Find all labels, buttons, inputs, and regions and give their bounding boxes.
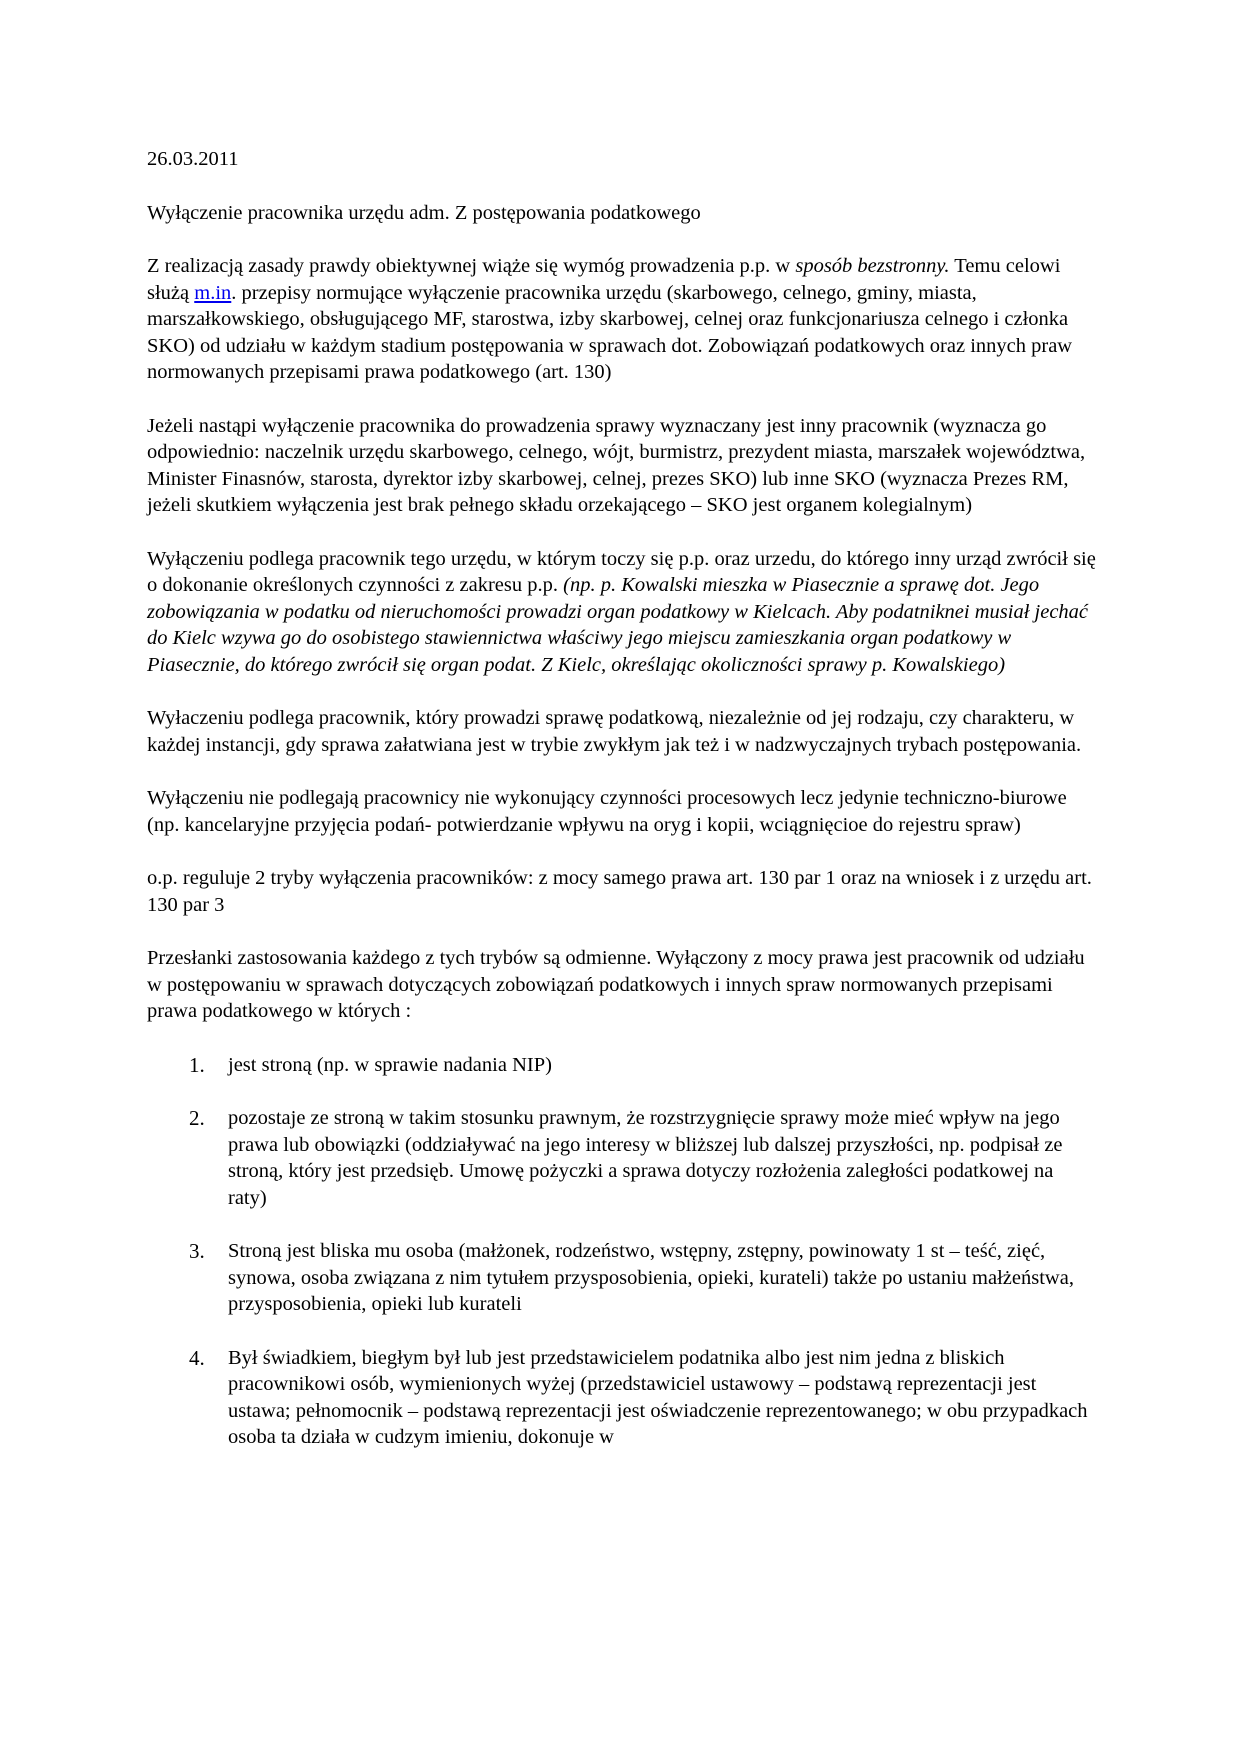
paragraph-3-example: (np. p. Kowalski mieszka w Piasecznie a sprawę dot. Jego zobowiązania w podatku od nieruchomości prowadzi organ podatkowy w Kielcach. Aby podatniknei musiał jechać do Kielc wzywa go do osobistego stawiennictwa właściwy jego miejscu zamieszkania organ podatkowy w Piasecznie, do którego zwrócił się organ podat. Z Kielc, określając okoliczności sprawy p. Kowalskiego) xyxy=(147,574,1089,676)
paragraph-1-text-a: Z realizacją zasady prawdy obiektywnej wiąże się wymóg prowadzenia p.p. w xyxy=(147,255,796,277)
document-title: Wyłączenie pracownika urzędu adm. Z postępowania podatkowego xyxy=(147,201,701,224)
paragraph-5: Wyłączeniu nie podlegają pracownicy nie wykonujący czynności procesowych lecz jedynie techniczno-biurowe (np. kancelaryjne przyjęcia podań- potwierdzanie wpływu na oryg i kopii, wciągnięcioe do rejestru spraw) xyxy=(147,787,1067,836)
list-item-text: Stroną jest bliska mu osoba (małżonek, rodzeństwo, wstępny, zstępny, powinowaty 1 st – teść, zięć, synowa, osoba związana z nim tytułem przysposobienia, opieki, kurateli) także po ustaniu małżeństwa, przysposobienia, opieki lub kurateli xyxy=(228,1240,1074,1315)
min-link[interactable]: m.in xyxy=(194,281,232,304)
list-item xyxy=(147,1238,1097,1318)
paragraph-3-text-a: Wyłączeniu podlega pracownik tego urzędu, w którym toczy się p.p. oraz urzedu, do którego inny urząd zwrócił się o dokonanie określonych czynności z zakresu p.p. xyxy=(147,547,1096,596)
list-item xyxy=(147,1105,1097,1211)
paragraph-3 xyxy=(147,546,1097,679)
paragraph-2: Jeżeli nastąpi wyłączenie pracownika do prowadzenia sprawy wyznaczany jest inny pracownik (wyznacza go odpowiednio: naczelnik urzędu skarbowego, celnego, wójt, burmistrz, prezydent miasta, marszałek województwa, Minister Finasnów, starosta, dyrektor izby skarbowej, celnej, prezes SKO) lub inne SKO (wyznacza Prezes RM, jeżeli skutkiem wyłączenia jest brak pełnego składu orzekającego – SKO jest organem kolegialnym) xyxy=(147,414,1086,516)
list-item xyxy=(147,1052,1097,1079)
paragraph-4: Wyłaczeniu podlega pracownik, który prowadzi sprawę podatkową, niezależnie od jej rodzaju, czy charakteru, w każdej instancji, gdy sprawa załatwiana jest w trybie zwykłym jak też i w nadzwyczajnych trybach postępowania. xyxy=(147,707,1082,756)
list-item-text: pozostaje ze stroną w takim stosunku prawnym, że rozstrzygnięcie sprawy może mieć wpływ na jego prawa lub obowiązki (oddziaływać na jego interesy w bliższej lub dalszej przyszłości, np. podpisał ze stroną, który jest przedsięb. Umowę pożyczki a sprawa dotyczy rozłożenia zaległości podatkowej na raty) xyxy=(228,1107,1063,1209)
paragraph-7: Przesłanki zastosowania każdego z tych trybów są odmienne. Wyłączony z mocy prawa jest pracownik od udziału w postępowaniu w sprawach dotyczących zobowiązań podatkowych i innych spraw normowanych przepisami prawa podatkowego w których : xyxy=(147,947,1085,1022)
list-item-number: 2. xyxy=(189,1106,205,1130)
list-item xyxy=(147,1345,1097,1451)
paragraph-1-text-d: . przepisy normujące wyłączenie pracownika urzędu (skarbowego, celnego, gminy, miasta, marszałkowskiego, obsługującego MF, starostwa, izby skarbowej, celnej oraz funkcjonariusza celnego i członka SKO) od udziału w każdym stadium postępowania w sprawach dot. Zobowiązań podatkowych oraz innych praw normowanych przepisami prawa podatkowego (art. 130) xyxy=(147,281,1073,383)
list-item-number: 1. xyxy=(189,1052,205,1077)
exclusion-list xyxy=(147,1052,1097,1451)
paragraph-1-emphasis: sposób bezstronny. xyxy=(795,255,950,277)
document-date: 26.03.2011 xyxy=(147,148,239,170)
list-item-number: 3. xyxy=(189,1239,205,1263)
list-item-text: Był świadkiem, biegłym był lub jest przedstawicielem podatnika albo jest nim jedna z bliskich pracownikowi osób, wymienionych wyżej (przedstawiciel ustawowy – podstawą reprezentacji jest ustawa; pełnomocnik – podstawą reprezentacji jest oświadczenie reprezentowanego; w obu przypadkach osoba ta działa w cudzym imieniu, dokonuje w xyxy=(228,1346,1088,1448)
document-body xyxy=(147,146,1097,1478)
list-item-number: 4. xyxy=(189,1345,205,1370)
paragraph-6: o.p. reguluje 2 tryby wyłączenia pracowników: z mocy samego prawa art. 130 par 1 oraz na wniosek i z urzędu art. 130 par 3 xyxy=(147,867,1092,916)
paragraph-1 xyxy=(147,253,1097,386)
list-item-text: jest stroną (np. w sprawie nadania NIP) xyxy=(228,1053,552,1076)
paragraph-1-text-c: Temu celowi służą xyxy=(147,255,1061,304)
